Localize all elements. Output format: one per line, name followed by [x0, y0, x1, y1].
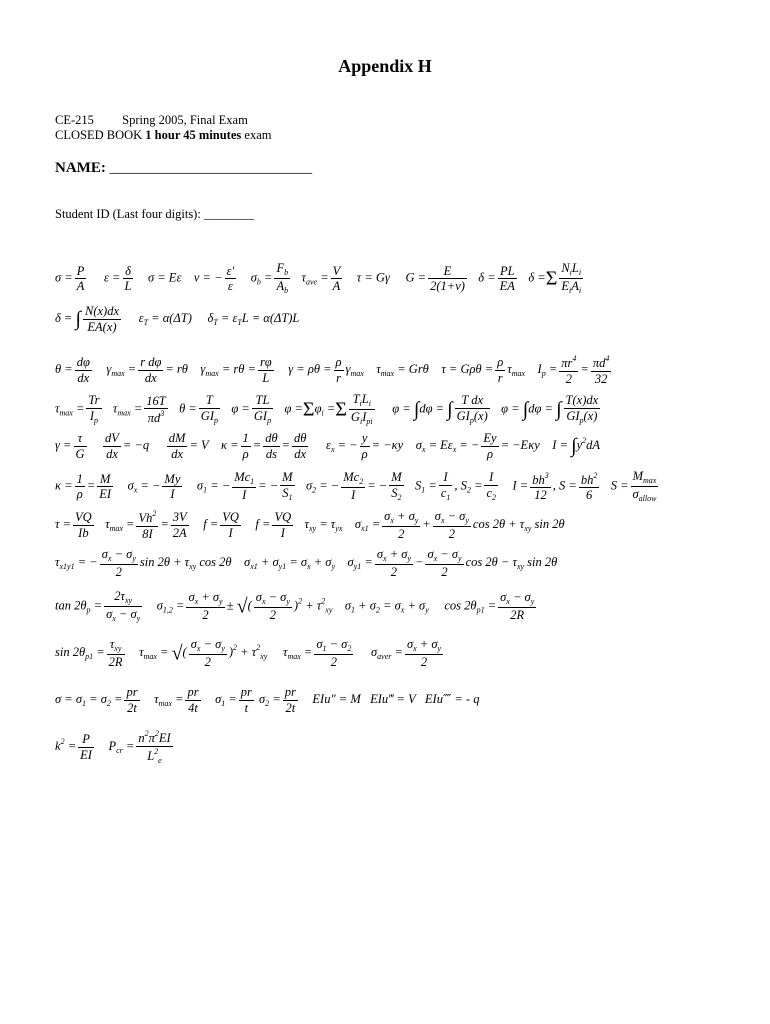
formula-row-5: γ = $\frac{\tau}{G}$ $\frac{dV}{dx}$ = −q $\frac{dM}{dx}$ = V κ = $\frac{1}{\rho}$ = $\frac{d\theta}{ds}$ = $\frac{d\theta}{dx}$ $\varepsilon_x$ = − $\frac{y}{\rho}$ = −κy $\sigma_x = E\varepsilon_x$ = − $\frac{Ey}{\rho}$ = −Eκy $I = \int y^2dA$	[55, 431, 601, 461]
name-field[interactable]	[55, 160, 312, 177]
exam-duration: 1 hour 45 minutes	[145, 128, 242, 142]
closed-book-label: CLOSED BOOK	[55, 128, 146, 142]
page-title: Appendix H	[338, 56, 432, 76]
exam-header-line1	[55, 113, 248, 128]
formula-row-11: $\sigma = \sigma_1 = \sigma_2$ = $\frac{pr}{2t}$ $\tau_{max}$ = $\frac{pr}{4t}$ $\sigma_1$ = $\frac{pr}{t}$ $\sigma_2$ = $\frac{pr}{2t}$ EIu″ = M EIu‴ = V EIu⁗ = - q	[55, 685, 480, 715]
formula-row-7: τ = $\frac{VQ}{Ib}$ $\tau_{max}$ = $\frac{Vh^2}{8I}$ = $\frac{3V}{2A}$ f = $\frac{VQ}{I}$ f = $\frac{VQ}{I}$ $\tau_{xy} = \tau_{yx}$ $\sigma_{x1}$ = $\frac{\sigma_x + \sigma_y}{2}$ + $\frac{\sigma_x - \sigma_y}{2}$ $\cos 2\theta + \tau_{xy}$ sin 2θ	[55, 509, 565, 541]
formula-row-12: $k^2$ = $\frac{P}{EI}$ $P_{cr}$ = $\frac{n^2\pi^2EI}{L^2_e}$	[55, 729, 171, 765]
formula-row-1: σ = $\frac{P}{A}$ ε = $\frac{\delta}{L}$ σ = Eε ν = − $\frac{\varepsilon'}{\varepsilon}$ $\sigma_b$ = $\frac{F_b}{A_b}$ $\tau_{ave}$ = $\frac{V}{A}$ τ = Gγ G = $\frac{E}{2(1+\nu)}$ δ = $\frac{PL}{EA}$ δ =Σ $\frac{N_iL_i}{E_iA_i}$	[55, 261, 582, 295]
formula-row-3: θ = $\frac{d\varphi}{dx}$ $\gamma_{max}$ = $\frac{\text{r dφ}}{dx}$ = rθ $\gamma_{max} = r\theta$ = $\frac{r\varphi}{L}$ γ = ρθ = $\frac{\rho}{r}$ $\gamma_{max}$ $\tau_{max} = Gr\theta$ τ = Gρθ = $\frac{\rho}{r}$ $\tau_{max}$ $I_p$ = $\frac{\pi r^4}{2}$ = $\frac{\pi d^4}{32}$	[55, 354, 610, 386]
student-id-field[interactable]: Student ID (Last four digits): ________	[55, 207, 254, 221]
name-line[interactable]: ___________________________	[109, 160, 313, 176]
exam-term: Spring 2005, Final Exam	[122, 113, 248, 127]
exam-header-line2	[55, 128, 271, 143]
formula-row-10: $\sin 2\theta_{p1}$ = $\frac{\tau_{xy}}{2R}$ $\tau_{max}$ = √( $\frac{\sigma_x - \sigma_y}{2}$ )$^2 + \tau^2_{xy}$ $\tau_{max}$ = $\frac{\sigma_1 - \sigma_2}{2}$ $\sigma_{aver}$ = $\frac{\sigma_x + \sigma_y}{2}$	[55, 637, 442, 669]
course-code: CE-215	[55, 113, 94, 127]
exam-suffix: exam	[241, 128, 272, 142]
formula-row-9: $\tan 2\theta_p$ = $\frac{2\tau_{xy}}{\sigma_x - \sigma_y}$ $\sigma_{1,2}$ = $\frac{\sigma_x + \sigma_y}{2}$ ± √( $\frac{\sigma_x - \sigma_y}{2}$ )$^2 + \tau^2_{xy}$ $\sigma_1 + \sigma_2 = \sigma_x + \sigma_y$ $\cos 2\theta_{p1}$ = $\frac{\sigma_x - \sigma_y}{2R}$	[55, 589, 535, 623]
name-label: NAME:	[55, 160, 106, 176]
formula-row-6: κ = $\frac{1}{\rho}$ = $\frac{M}{EI}$ $\sigma_x$ = − $\frac{My}{I}$ $\sigma_1$ = − $\frac{Mc_1}{I}$ = − $\frac{M}{S_1}$ $\sigma_2$ = − $\frac{Mc_2}{I}$ = − $\frac{M}{S_2}$ $S_1$ = $\frac{I}{c_1}$ , $S_2$ = $\frac{I}{c_2}$ I = $\frac{bh^3}{12}$ , S = $\frac{bh^2}{6}$ S = $\frac{M_{max}}{\sigma_{allow}}$	[55, 469, 657, 503]
formula-row-2: δ = ∫ $\frac{N(x)dx}{EA(x)}$ $\varepsilon_T = \alpha(\Delta T)$ $\delta_T = \varepsilon_TL = \alpha(\Delta T)L$	[55, 304, 300, 334]
formula-row-4: $\tau_{max}$ = $\frac{Tr}{I_p}$ $\tau_{max}$ = $\frac{16T}{\pi d^3}$ θ = $\frac{T}{GI_p}$ φ = $\frac{TL}{GI_p}$ $\varphi =\Sigma\varphi_i =\Sigma$ $\frac{T_iL_i}{G_iI_{pi}}$ φ = ∫dφ = ∫ $\frac{\text{T dx}}{GI_p(x)}$ φ = ∫dφ = ∫ $\frac{T(x)dx}{GI_p(x)}$	[55, 392, 599, 426]
formula-row-8: $\tau_{x1y1}$ = − $\frac{\sigma_x - \sigma_y}{2}$ $\sin 2\theta + \tau_{xy}$ cos 2θ $\sigma_{x1} + \sigma_{y1} = \sigma_x + \sigma_y$ $\sigma_{y1}$ = $\frac{\sigma_x + \sigma_y}{2}$ − $\frac{\sigma_x - \sigma_y}{2}$ $\cos 2\theta - \tau_{xy}$ sin 2θ	[55, 547, 558, 579]
